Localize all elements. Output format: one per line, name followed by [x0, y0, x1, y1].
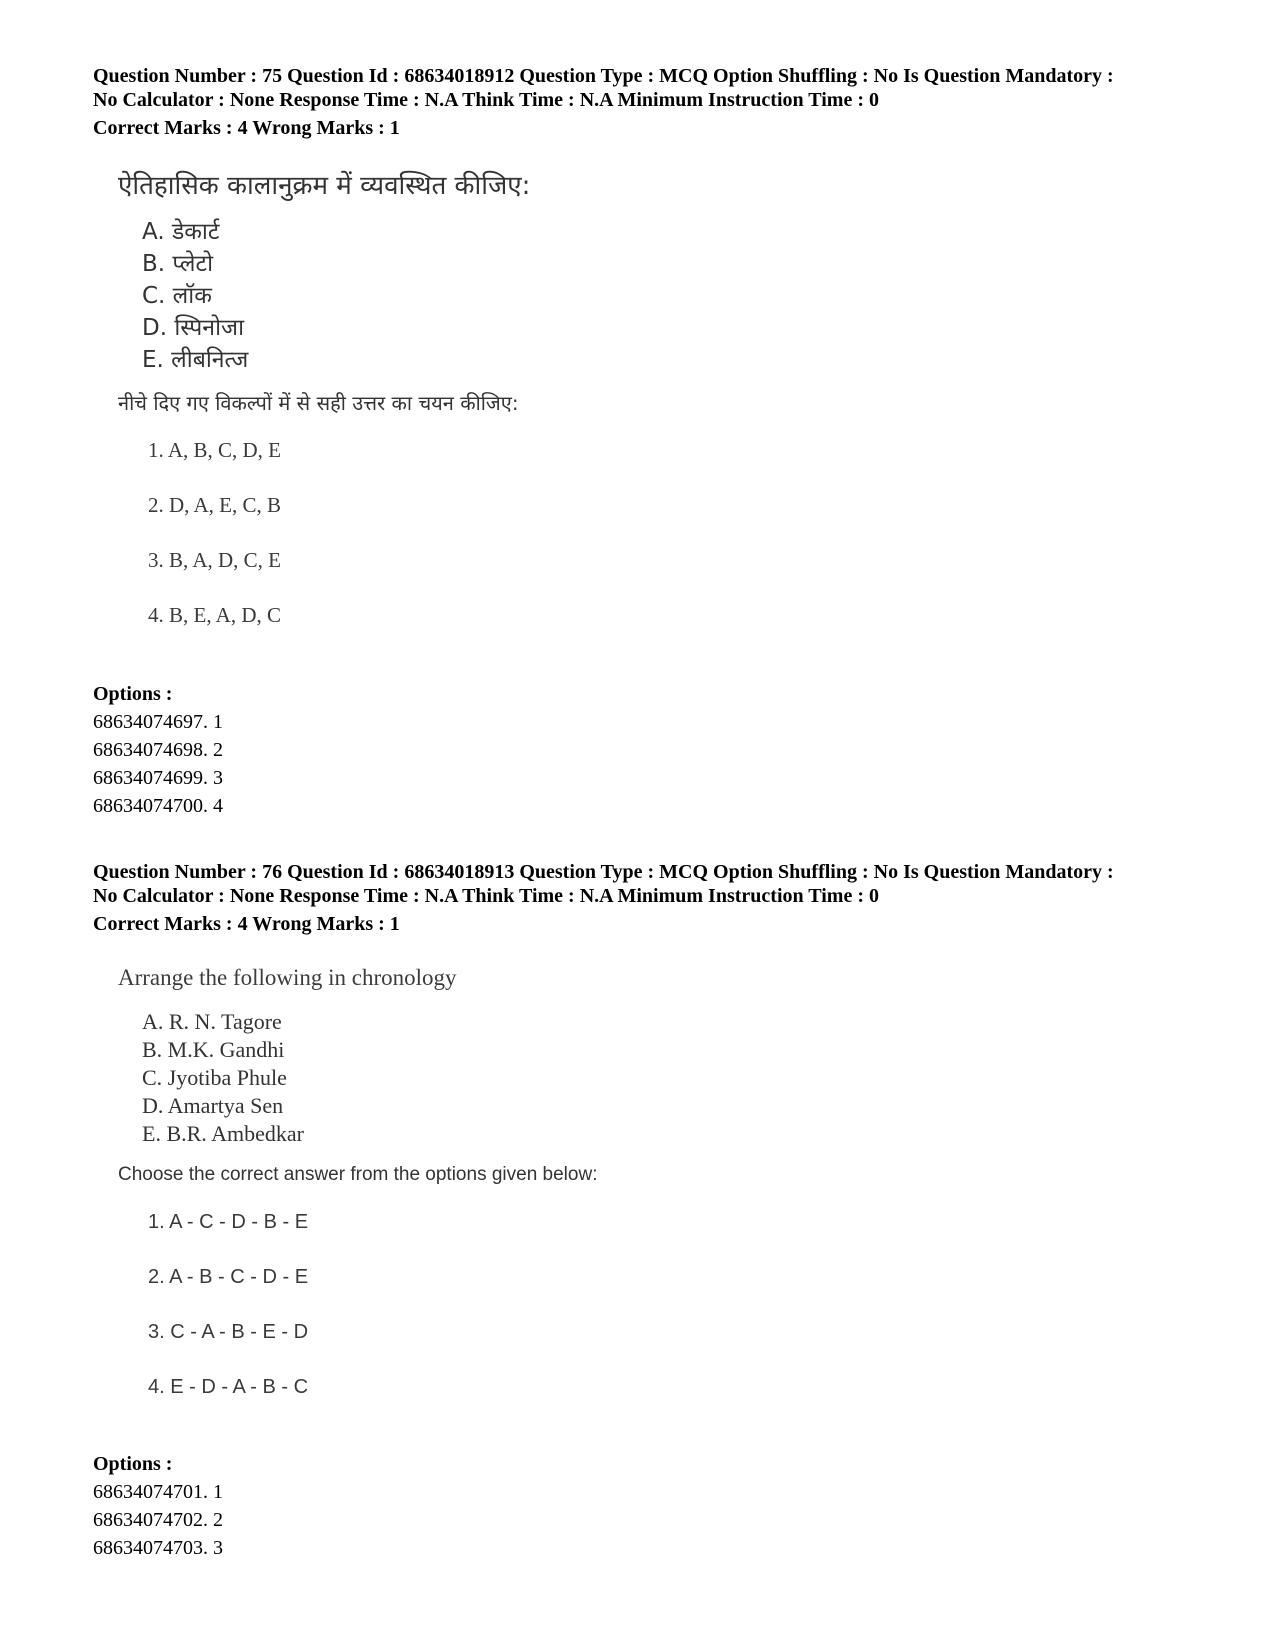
question-meta-line-2: No Calculator : None Response Time : N.A Think Time : N.A Minimum Instruction Time : 0 [93, 89, 879, 111]
statement-item: C. लॉक [142, 283, 212, 309]
question-76-header [93, 860, 1203, 936]
question-marks-line: Correct Marks : 4 Wrong Marks : 1 [93, 913, 400, 935]
answer-choice: 1. A, B, C, D, E [148, 438, 282, 462]
statement-item: A. R. N. Tagore [142, 1009, 282, 1034]
answer-choice-list [148, 438, 530, 658]
answer-choice-list [148, 1210, 597, 1430]
answer-choice: 2. A - B - C - D - E [148, 1266, 309, 1288]
question-instruction: नीचे दिए गए विकल्पों में से सही उत्तर का चयन कीजिए: [118, 391, 519, 415]
option-id-line: 68634074698. 2 [93, 739, 223, 761]
answer-choice: 3. B, A, D, C, E [148, 548, 282, 572]
options-heading: Options : [93, 683, 173, 705]
options-heading: Options : [93, 1453, 173, 1475]
statement-item: B. प्लेटो [142, 251, 214, 277]
answer-choice: 4. E - D - A - B - C [148, 1376, 309, 1398]
question-76-options [93, 1450, 693, 1562]
question-75-options [93, 680, 693, 820]
question-75-body [118, 170, 530, 658]
question-title: ऐतिहासिक कालानुक्रम में व्यवस्थित कीजिए: [118, 171, 531, 201]
question-marks-line: Correct Marks : 4 Wrong Marks : 1 [93, 117, 400, 139]
statement-item: B. M.K. Gandhi [142, 1037, 285, 1062]
answer-choice: 1. A - C - D - B - E [148, 1211, 309, 1233]
statement-list [142, 216, 530, 376]
option-id-line: 68634074697. 1 [93, 711, 223, 733]
statement-item: E. B.R. Ambedkar [142, 1121, 304, 1146]
statement-item: C. Jyotiba Phule [142, 1065, 287, 1090]
answer-choice: 3. C - A - B - E - D [148, 1321, 309, 1343]
option-id-line: 68634074703. 3 [93, 1537, 223, 1559]
question-75-header [93, 64, 1203, 140]
option-id-line: 68634074702. 2 [93, 1509, 223, 1531]
statement-item: D. स्पिनोजा [142, 315, 245, 341]
question-title: Arrange the following in chronology [118, 965, 457, 990]
statement-item: A. डेकार्ट [142, 219, 220, 245]
answer-choice: 4. B, E, A, D, C [148, 603, 282, 627]
option-id-line: 68634074700. 4 [93, 795, 223, 817]
question-meta-line-1: Question Number : 75 Question Id : 68634018912 Question Type : MCQ Option Shuffling : No Is Question Mandatory : [93, 65, 1114, 87]
statement-list [142, 1008, 597, 1148]
statement-item: E. लीबनित्ज [142, 347, 249, 373]
option-id-line: 68634074701. 1 [93, 1481, 223, 1503]
option-id-line: 68634074699. 3 [93, 767, 223, 789]
question-meta-line-2: No Calculator : None Response Time : N.A Think Time : N.A Minimum Instruction Time : 0 [93, 885, 879, 907]
answer-choice: 2. D, A, E, C, B [148, 493, 282, 517]
statement-item: D. Amartya Sen [142, 1093, 284, 1118]
question-meta-line-1: Question Number : 76 Question Id : 68634018913 Question Type : MCQ Option Shuffling : No Is Question Mandatory : [93, 861, 1114, 883]
question-76-body [118, 962, 597, 1430]
question-instruction: Choose the correct answer from the options given below: [118, 1164, 598, 1185]
